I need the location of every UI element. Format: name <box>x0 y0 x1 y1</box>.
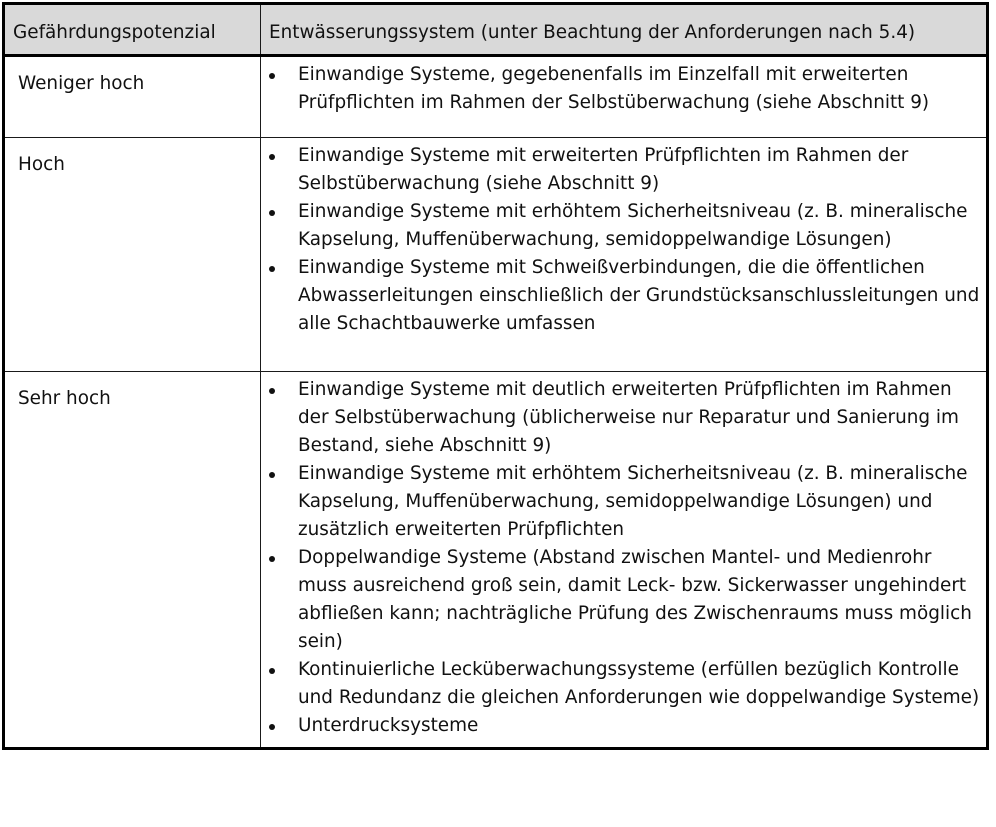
bullet-icon <box>269 73 275 79</box>
list-item-text: Unterdrucksysteme <box>298 715 479 736</box>
table-row <box>4 138 988 372</box>
drainage-options-cell <box>261 372 988 749</box>
bullet-icon <box>269 388 275 394</box>
bullet-icon <box>269 556 275 562</box>
bullet-icon <box>269 154 275 160</box>
table-row <box>4 372 988 749</box>
bullet-icon <box>269 210 275 216</box>
list-item <box>261 61 980 117</box>
bullet-list <box>261 376 980 740</box>
table-row <box>4 56 988 138</box>
list-item <box>261 198 980 254</box>
list-item <box>261 376 980 460</box>
drainage-options-cell <box>261 56 988 138</box>
bullet-list <box>261 142 980 338</box>
header-row <box>4 4 988 56</box>
list-item-text: Doppelwandige Systeme (Abstand zwischen Mantel- und Medienrohr muss ausreichend groß sein, damit Leck- bzw. Sickerwasser ungehindert abfließen kann; nachträgliche Prüfung des Zwischenraums muss möglich sein) <box>298 547 972 652</box>
column-header-drainage-system: Entwässerungssystem (unter Beachtung der Anforderungen nach 5.4) <box>261 4 988 56</box>
hazard-level-cell: Sehr hoch <box>4 372 261 749</box>
list-item-text: Einwandige Systeme mit erhöhtem Sicherheitsniveau (z. B. mineralische Kapselung, Muffenüberwachung, semidoppelwandige Lösungen) und zusätzlich erweiterten Prüfpflichten <box>298 463 968 540</box>
bullet-icon <box>269 266 275 272</box>
bullet-icon <box>269 472 275 478</box>
column-header-hazard-potential: Gefährdungspotenzial <box>4 4 261 56</box>
list-item <box>261 254 980 338</box>
list-item-text: Einwandige Systeme mit erweiterten Prüfpflichten im Rahmen der Selbstüberwachung (siehe Abschnitt 9) <box>298 145 909 194</box>
bullet-icon <box>269 668 275 674</box>
list-item-text: Einwandige Systeme, gegebenenfalls im Einzelfall mit erweiterten Prüfpflichten im Rahmen der Selbstüberwachung (siehe Abschnitt 9) <box>298 64 930 113</box>
hazard-level-cell: Hoch <box>4 138 261 372</box>
hazard-drainage-table <box>2 2 989 750</box>
list-item-text: Einwandige Systeme mit deutlich erweiterten Prüfpflichten im Rahmen der Selbstüberwachung (üblicherweise nur Reparatur und Sanierung im Bestand, siehe Abschnitt 9) <box>298 379 959 456</box>
drainage-options-cell <box>261 138 988 372</box>
list-item <box>261 142 980 198</box>
bullet-icon <box>269 724 275 730</box>
list-item <box>261 460 980 544</box>
list-item <box>261 544 980 656</box>
list-item-text: Einwandige Systeme mit erhöhtem Sicherheitsniveau (z. B. mineralische Kapselung, Muffenüberwachung, semidoppelwandige Lösungen) <box>298 201 968 250</box>
list-item-text: Einwandige Systeme mit Schweißverbindungen, die die öffentlichen Abwasserleitungen einschließlich der Grundstücksanschlussleitungen und alle Schachtbauwerke umfassen <box>298 257 980 334</box>
list-item-text: Kontinuierliche Lecküberwachungssysteme (erfüllen bezüglich Kontrolle und Redundanz die gleichen Anforderungen wie doppelwandige Systeme) <box>298 659 980 708</box>
hazard-level-cell: Weniger hoch <box>4 56 261 138</box>
list-item <box>261 712 980 740</box>
bullet-list <box>261 61 980 117</box>
list-item <box>261 656 980 712</box>
